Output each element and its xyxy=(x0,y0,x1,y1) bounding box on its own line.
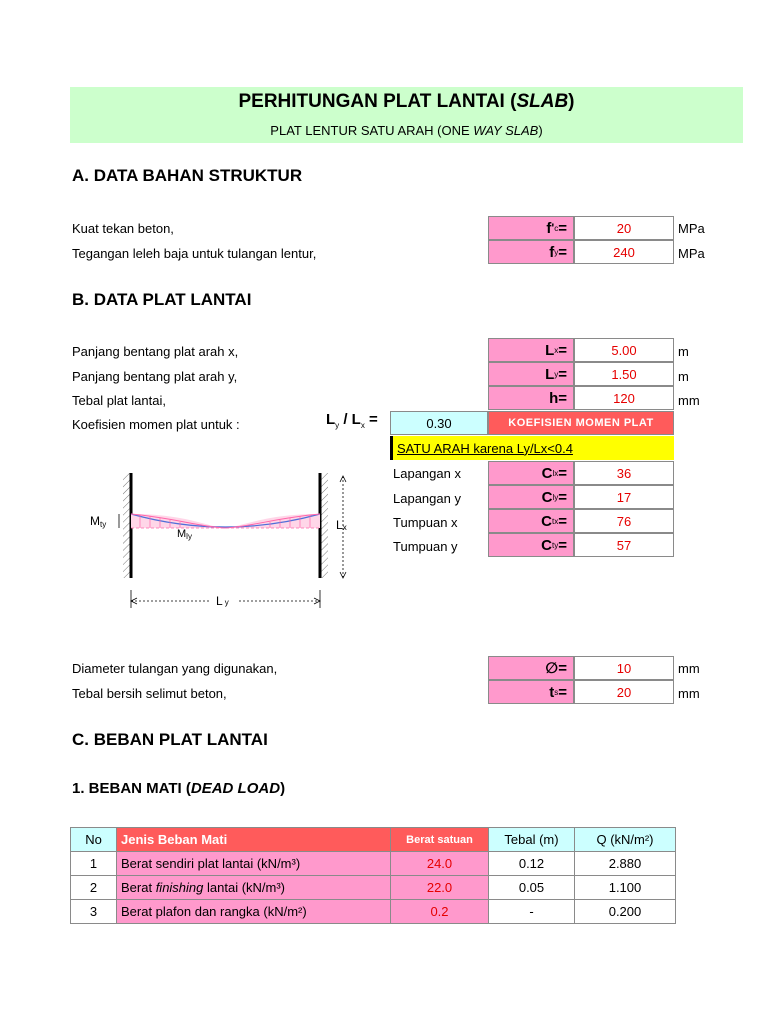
section-b-heading: B. DATA PLAT LANTAI xyxy=(72,290,252,309)
table-header-row xyxy=(71,828,676,852)
ratio-symbol: $L_y / L_x$ = xyxy=(326,411,378,430)
value-diameter[interactable]: 10 xyxy=(574,656,674,680)
row-q: 2.880 xyxy=(575,852,676,876)
value-cly[interactable]: 17 xyxy=(574,485,674,509)
unit-diameter: mm xyxy=(678,661,700,676)
label-ctx: Tumpuan x xyxy=(393,515,458,530)
label-cover: Tebal bersih selimut beton, xyxy=(72,686,227,701)
page-subtitle: PLAT LENTUR SATU ARAH (ONE WAY SLAB) xyxy=(270,123,543,138)
row-no: 2 xyxy=(71,876,117,900)
label-diameter: Diameter tulangan yang digunakan, xyxy=(72,661,278,676)
symbol-fy: f y = xyxy=(488,240,574,264)
row-berat[interactable]: 0.2 xyxy=(391,900,489,924)
value-h[interactable]: 120 xyxy=(574,386,674,410)
label-coef: Koefisien momen plat untuk : xyxy=(72,417,240,432)
value-clx[interactable]: 36 xyxy=(574,461,674,485)
mly-label: Mly xyxy=(177,528,192,541)
label-fc: Kuat tekan beton, xyxy=(72,221,174,236)
unit-cover: mm xyxy=(678,686,700,701)
label-lx: Panjang bentang plat arah x, xyxy=(72,344,239,359)
value-ly[interactable]: 1.50 xyxy=(574,362,674,386)
symbol-cty: C ty = xyxy=(488,533,574,557)
coef-header: KOEFISIEN MOMEN PLAT xyxy=(488,411,674,435)
header-q: Q (kN/m²) xyxy=(575,828,676,852)
row-q: 0.200 xyxy=(575,900,676,924)
row-berat[interactable]: 24.0 xyxy=(391,852,489,876)
moment-curve xyxy=(131,514,320,528)
symbol-fc: f ' c = xyxy=(488,216,574,240)
symbol-ly: L y = xyxy=(488,362,574,386)
symbol-h: h = xyxy=(488,386,574,410)
header-tebal: Tebal (m) xyxy=(489,828,575,852)
row-jenis: Berat finishing lantai (kN/m³) xyxy=(117,876,391,900)
value-cover[interactable]: 20 xyxy=(574,680,674,704)
label-ly: Panjang bentang plat arah y, xyxy=(72,369,238,384)
value-fy[interactable]: 240 xyxy=(574,240,674,264)
unit-ly: m xyxy=(678,369,689,384)
label-h: Tebal plat lantai, xyxy=(72,393,166,408)
symbol-diameter: ∅ = xyxy=(488,656,574,680)
mty-label: Mty xyxy=(90,514,107,529)
label-cly: Lapangan y xyxy=(393,491,461,506)
symbol-clx: C lx = xyxy=(488,461,574,485)
value-fc[interactable]: 20 xyxy=(574,216,674,240)
header-no: No xyxy=(71,828,117,852)
row-tebal: 0.12 xyxy=(489,852,575,876)
label-clx: Lapangan x xyxy=(393,466,461,481)
unit-fc: MPa xyxy=(678,221,705,236)
lx-label: Lx xyxy=(336,518,347,532)
row-tebal: - xyxy=(489,900,575,924)
section-c-heading: C. BEBAN PLAT LANTAI xyxy=(72,730,268,749)
row-berat[interactable]: 22.0 xyxy=(391,876,489,900)
header-berat: Berat satuan xyxy=(391,828,489,852)
row-jenis: Berat plafon dan rangka (kN/m²) xyxy=(117,900,391,924)
section-a-heading: A. DATA BAHAN STRUKTUR xyxy=(72,166,303,185)
row-no: 3 xyxy=(71,900,117,924)
unit-lx: m xyxy=(678,344,689,359)
oneway-note: SATU ARAH karena Ly/Lx<0.4 xyxy=(390,436,674,460)
label-cty: Tumpuan y xyxy=(393,539,458,554)
dead-load-table xyxy=(70,827,676,924)
title-banner xyxy=(70,87,743,143)
symbol-lx: L x = xyxy=(488,338,574,362)
value-ctx[interactable]: 76 xyxy=(574,509,674,533)
value-lx[interactable]: 5.00 xyxy=(574,338,674,362)
symbol-cover: t s = xyxy=(488,680,574,704)
value-ratio[interactable]: 0.30 xyxy=(390,411,488,435)
table-row xyxy=(71,852,676,876)
unit-h: mm xyxy=(678,393,700,408)
dead-load-heading: 1. BEBAN MATI (DEAD LOAD) xyxy=(72,780,286,797)
row-q: 1.100 xyxy=(575,876,676,900)
row-tebal: 0.05 xyxy=(489,876,575,900)
symbol-cly: C ly = xyxy=(488,485,574,509)
page-title: PERHITUNGAN PLAT LANTAI (SLAB) xyxy=(238,91,575,112)
unit-fy: MPa xyxy=(678,246,705,261)
slab-moment-diagram xyxy=(85,468,365,613)
header-jenis: Jenis Beban Mati xyxy=(117,828,391,852)
value-cty[interactable]: 57 xyxy=(574,533,674,557)
symbol-ctx: C tx = xyxy=(488,509,574,533)
table-row xyxy=(71,876,676,900)
row-jenis: Berat sendiri plat lantai (kN/m³) xyxy=(117,852,391,876)
table-row xyxy=(71,900,676,924)
ly-label: Ly xyxy=(216,594,229,608)
label-fy: Tegangan leleh baja untuk tulangan lentur, xyxy=(72,246,317,261)
row-no: 1 xyxy=(71,852,117,876)
